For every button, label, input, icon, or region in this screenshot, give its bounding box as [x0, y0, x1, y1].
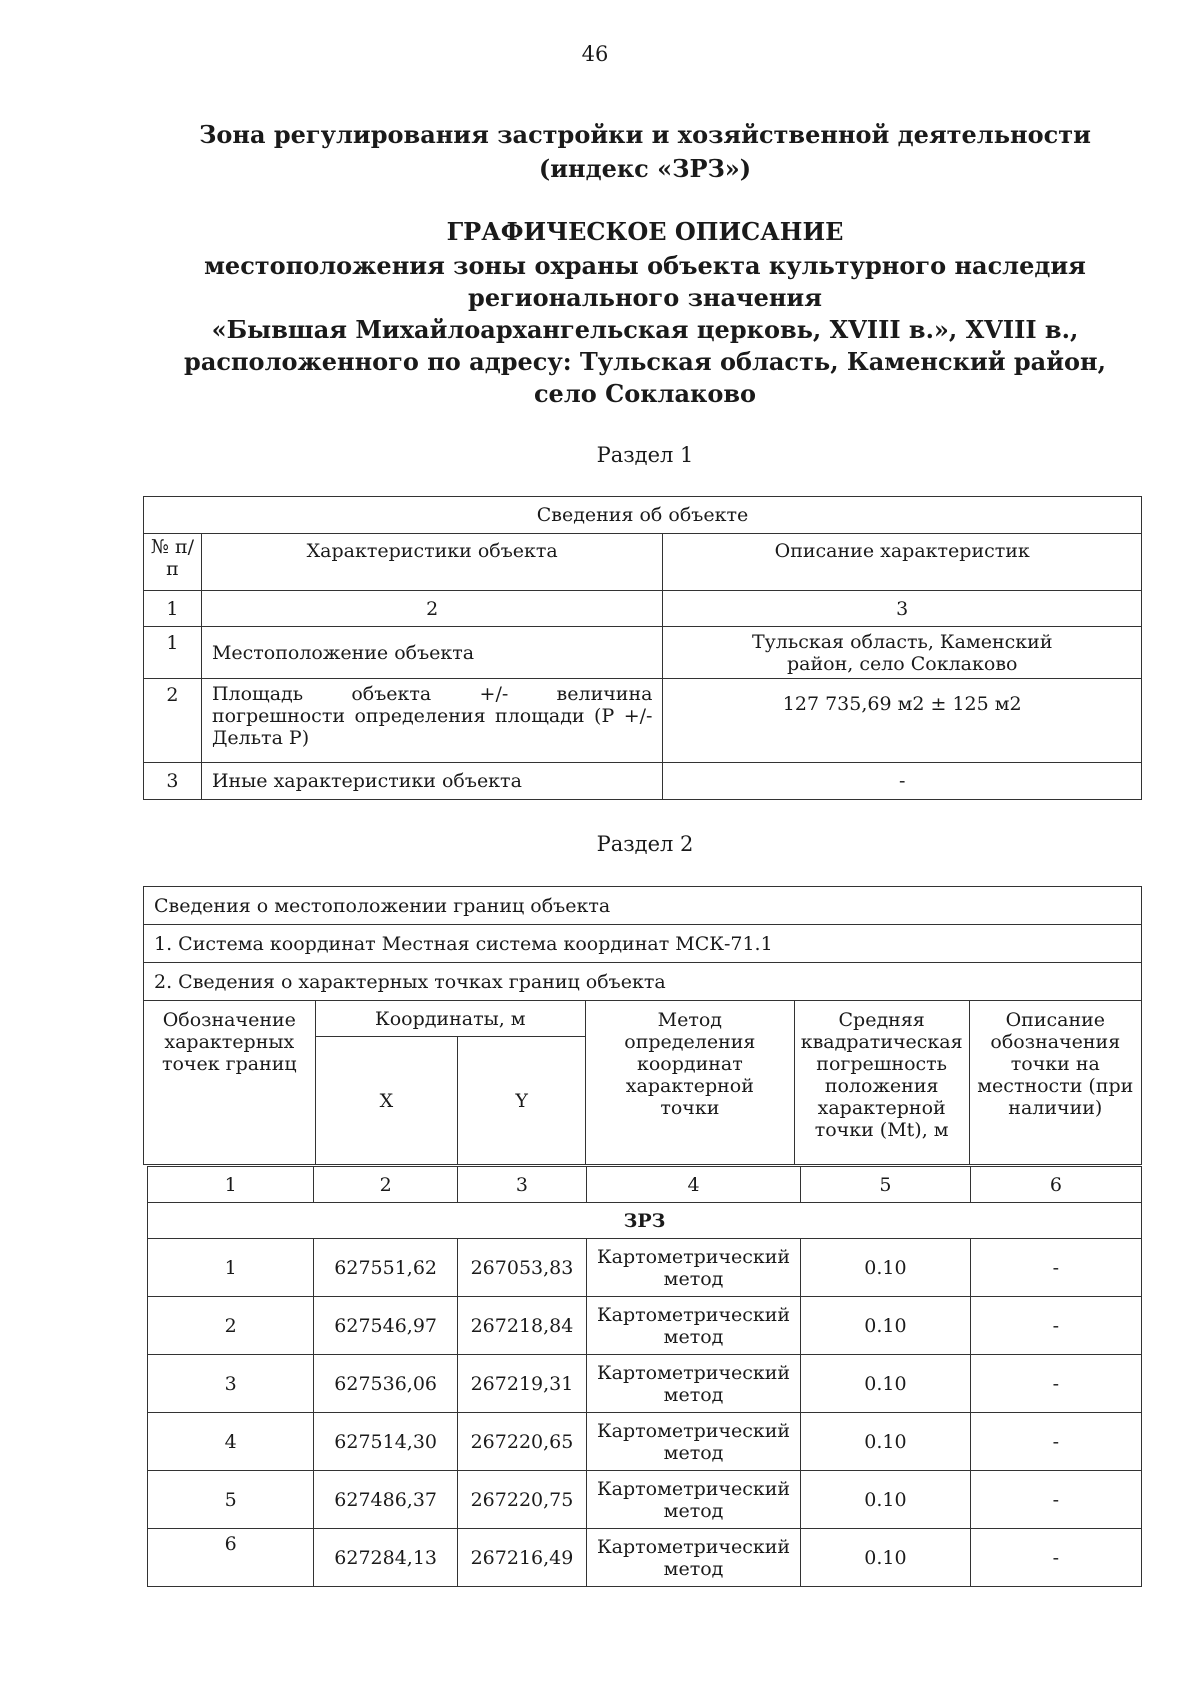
point-y: 267220,65 — [458, 1413, 587, 1471]
point-description: - — [970, 1413, 1141, 1471]
table-row — [148, 1471, 1142, 1529]
row-number: 3 — [144, 763, 202, 800]
point-x: 627486,37 — [314, 1471, 458, 1529]
graphic-description-title: ГРАФИЧЕСКОЕ ОПИСАНИЕ — [446, 217, 844, 246]
point-x: 627536,06 — [314, 1355, 458, 1413]
point-description: - — [970, 1471, 1141, 1529]
row-number: 2 — [144, 679, 202, 763]
row-characteristic: Иные характеристики объекта — [201, 763, 663, 800]
col-number: 2 — [314, 1167, 458, 1203]
point-method: Картометрический метод — [586, 1297, 800, 1355]
col-number: 1 — [144, 591, 202, 627]
point-error: 0.10 — [801, 1355, 971, 1413]
section2-label: Раздел 2 — [596, 832, 694, 856]
col-number: 5 — [801, 1167, 971, 1203]
row-number: 1 — [144, 627, 202, 679]
table-title: Сведения об объекте — [144, 497, 1142, 534]
table-row — [144, 679, 1142, 763]
subtitle-line: регионального значения — [468, 283, 822, 312]
boundary-points-table — [147, 1166, 1142, 1587]
header-method: Метод определения координат характерной точки — [585, 1001, 794, 1165]
graphic-description-subtitle — [145, 250, 1145, 410]
point-y: 267216,49 — [458, 1529, 587, 1587]
header-x: X — [315, 1037, 458, 1165]
row-description: - — [663, 763, 1142, 800]
point-id: 2 — [148, 1297, 314, 1355]
col-number: 2 — [201, 591, 663, 627]
header-coordinates: Координаты, м — [315, 1001, 585, 1037]
subtitle-line: «Бывшая Михайлоархангельская церковь, XVIII в.», XVIII в., — [211, 315, 1079, 344]
table-row — [148, 1297, 1142, 1355]
row-description: Тульская область, Каменский район, село Соклаково — [663, 627, 1142, 679]
point-id: 6 — [148, 1529, 314, 1587]
point-error: 0.10 — [801, 1529, 971, 1587]
point-id: 3 — [148, 1355, 314, 1413]
point-y: 267053,83 — [458, 1239, 587, 1297]
col-number: 1 — [148, 1167, 314, 1203]
subtitle-line: расположенного по адресу: Тульская область, Каменский район, — [184, 347, 1106, 376]
row-description: 127 735,69 м2 ± 125 м2 — [663, 679, 1142, 763]
point-error: 0.10 — [801, 1239, 971, 1297]
header-characteristic: Характеристики объекта — [201, 534, 663, 591]
object-info-table — [143, 496, 1142, 800]
point-x: 627551,62 — [314, 1239, 458, 1297]
info-row: 2. Сведения о характерных точках границ объекта — [144, 963, 1142, 1001]
point-id: 4 — [148, 1413, 314, 1471]
header-number: № п/п — [144, 534, 202, 591]
table-row — [144, 763, 1142, 800]
subtitle-line: местоположения зоны охраны объекта культурного наследия — [204, 251, 1086, 280]
point-method: Картометрический метод — [586, 1239, 800, 1297]
point-y: 267219,31 — [458, 1355, 587, 1413]
boundary-header-table — [143, 886, 1142, 1165]
point-y: 267218,84 — [458, 1297, 587, 1355]
table-row — [148, 1529, 1142, 1587]
subtitle-line: село Соклаково — [533, 379, 757, 408]
row-characteristic: Местоположение объекта — [201, 627, 663, 679]
point-id: 1 — [148, 1239, 314, 1297]
zone-title-line: (индекс «ЗРЗ») — [538, 154, 752, 183]
point-x: 627514,30 — [314, 1413, 458, 1471]
point-method: Картометрический метод — [586, 1355, 800, 1413]
header-point-description: Описание обозначения точки на местности (при наличии) — [969, 1001, 1141, 1165]
col-number: 4 — [586, 1167, 800, 1203]
zone-title — [145, 118, 1145, 186]
table-row — [148, 1355, 1142, 1413]
point-description: - — [970, 1355, 1141, 1413]
point-id: 5 — [148, 1471, 314, 1529]
point-x: 627284,13 — [314, 1529, 458, 1587]
point-description: - — [970, 1297, 1141, 1355]
col-number: 3 — [663, 591, 1142, 627]
point-description: - — [970, 1529, 1141, 1587]
header-designation: Обозначение характерных точек границ — [144, 1001, 316, 1165]
section1-label: Раздел 1 — [596, 443, 694, 467]
table-row — [148, 1239, 1142, 1297]
point-method: Картометрический метод — [586, 1413, 800, 1471]
point-method: Картометрический метод — [586, 1471, 800, 1529]
point-error: 0.10 — [801, 1413, 971, 1471]
point-error: 0.10 — [801, 1297, 971, 1355]
header-description: Описание характеристик — [663, 534, 1142, 591]
col-number: 6 — [970, 1167, 1141, 1203]
point-x: 627546,97 — [314, 1297, 458, 1355]
point-y: 267220,75 — [458, 1471, 587, 1529]
row-characteristic: Площадь объекта +/- величина погрешности определения площади (Р +/- Дельта Р) — [201, 679, 663, 763]
point-error: 0.10 — [801, 1471, 971, 1529]
zone-title-line: Зона регулирования застройки и хозяйственной деятельности — [199, 120, 1091, 149]
info-row: 1. Система координат Местная система координат МСК-71.1 — [144, 925, 1142, 963]
info-row: Сведения о местоположении границ объекта — [144, 887, 1142, 925]
point-method: Картометрический метод — [586, 1529, 800, 1587]
header-error: Средняя квадратическая погрешность положения характерной точки (Mt), м — [794, 1001, 969, 1165]
zone-label: ЗРЗ — [148, 1203, 1142, 1239]
table-row — [144, 627, 1142, 679]
table-row — [148, 1413, 1142, 1471]
col-number: 3 — [458, 1167, 587, 1203]
point-description: - — [970, 1239, 1141, 1297]
page-number: 46 — [581, 42, 609, 66]
header-y: Y — [458, 1037, 586, 1165]
